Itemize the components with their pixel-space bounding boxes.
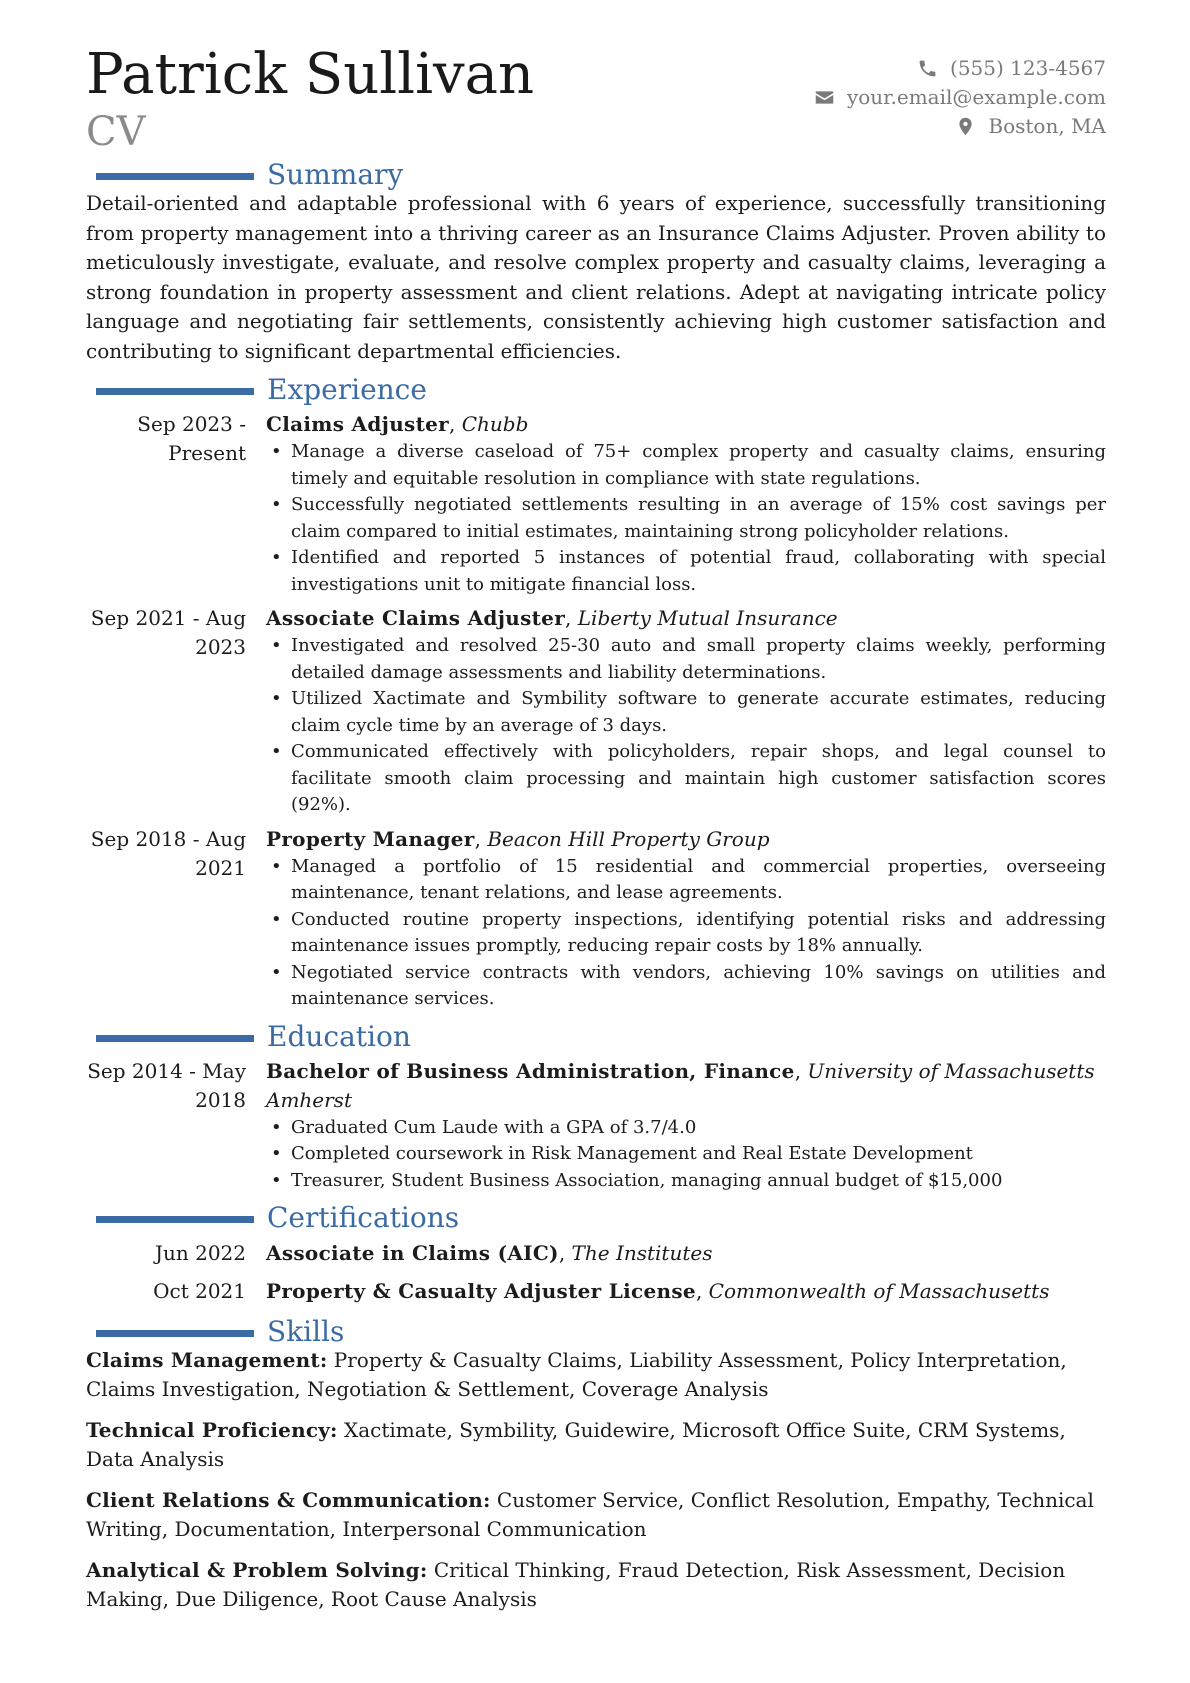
section-title: Education [267, 1019, 411, 1053]
institution: University of Massachusetts Amherst [266, 1058, 1095, 1112]
section-bar [96, 173, 254, 180]
section-title: Summary [267, 158, 404, 191]
section-bar [96, 1330, 254, 1337]
entry-date: Sep 2021 - Aug 2023 [90, 606, 246, 659]
organization: Liberty Mutual Insurance [577, 606, 838, 630]
entry-title: Associate in Claims (AIC), The Institutes [266, 1241, 713, 1265]
bullet-list [266, 1115, 1106, 1195]
experience-entry [86, 825, 1106, 1013]
skill-category: Analytical & Problem Solving: [86, 1558, 428, 1582]
bullet-item: • Graduated Cum Laude with a GPA of 3.7/4.0 [266, 1115, 1106, 1142]
section-title: Certifications [267, 1201, 460, 1234]
certification-name: Property & Casualty Adjuster License [266, 1279, 696, 1303]
contact-location [814, 112, 1106, 141]
certifications-heading [86, 1202, 1106, 1232]
job-role: Claims Adjuster [266, 412, 449, 436]
section-bar [96, 388, 254, 395]
experience-heading [86, 374, 1106, 404]
contact-email [814, 83, 1106, 112]
bullet-item: • Conducted routine property inspections, identifying potential risks and addressing maintenance issues promptly, reducing repair costs by 18% annually. [266, 907, 1106, 960]
skill-group [86, 1416, 1106, 1474]
certification-entry [86, 1236, 1106, 1270]
skill-items: Property & Casualty Claims, Liability Assessment, Policy Interpretation, Claims Investigation, Negotiation & Settlement, Coverage Analysis [86, 1348, 1067, 1401]
skill-items: Critical Thinking, Fraud Detection, Risk Assessment, Decision Making, Due Diligence, Root Cause Analysis [86, 1558, 1066, 1611]
bullet-item: • Completed coursework in Risk Management and Real Estate Development [266, 1141, 1106, 1168]
issuer: Commonwealth of Massachusetts [708, 1279, 1050, 1303]
experience-entry [86, 410, 1106, 598]
education-entry [86, 1057, 1106, 1195]
skill-group [86, 1486, 1106, 1544]
bullet-item: • Identified and reported 5 instances of potential fraud, collaborating with special investigations unit to mitigate financial loss. [266, 545, 1106, 598]
job-role: Associate Claims Adjuster [266, 606, 566, 630]
contact-info [814, 54, 1106, 141]
phone-text: (555) 123-4567 [950, 56, 1106, 80]
summary-text: Detail-oriented and adaptable professional with 6 years of experience, successfully transitioning from property management into a thriving career as an Insurance Claims Adjuster. Proven ability to meticulously investigate, evaluate, and resolve complex property and casualty claims, leveraging a strong foundation in property assessment and client relations. Adept at navigating intricate policy language and negotiating fair settlements, consistently achieving high customer satisfaction and contributing to significant departmental efficiencies. [86, 191, 1106, 363]
certification-entry [86, 1274, 1106, 1308]
bullet-item: • Investigated and resolved 25-30 auto and small property claims weekly, performing detailed damage assessments and liability determinations. [266, 633, 1106, 686]
envelope-icon [814, 87, 835, 108]
organization: Beacon Hill Property Group [487, 826, 770, 851]
section-bar [96, 1216, 254, 1223]
entry-date: Sep 2014 - May 2018 [87, 1058, 246, 1112]
issuer: The Institutes [571, 1241, 713, 1265]
bullet-item: • Negotiated service contracts with vendors, achieving 10% savings on utilities and maintenance services. [266, 960, 1106, 1013]
skill-group [86, 1346, 1106, 1404]
degree-name: Bachelor of Business Administration, Finance [266, 1058, 795, 1083]
bullet-item: • Manage a diverse caseload of 75+ complex property and casualty claims, ensuring timely and equitable resolution in compliance with state regulations. [266, 439, 1106, 492]
section-title: Skills [267, 1315, 345, 1348]
skill-items: Xactimate, Symbility, Guidewire, Microsoft Office Suite, CRM Systems, Data Analysis [86, 1418, 1066, 1471]
education-heading [86, 1021, 1106, 1051]
summary-heading [86, 159, 1106, 189]
skill-group [86, 1556, 1106, 1614]
phone-icon [917, 58, 938, 79]
section-bar [96, 1035, 254, 1042]
bullet-item: • Successfully negotiated settlements resulting in an average of 15% cost savings per claim compared to initial estimates, maintaining strong policyholder relations. [266, 492, 1106, 545]
bullet-item: • Communicated effectively with policyholders, repair shops, and legal counsel to facilitate smooth claim processing and maintain high customer satisfaction scores (92%). [266, 739, 1106, 819]
bullet-list [266, 633, 1106, 819]
organization: Chubb [461, 412, 529, 436]
experience-entry [86, 604, 1106, 819]
entry-date: Sep 2023 - Present [137, 412, 246, 465]
section-title: Experience [267, 373, 427, 406]
cv-header [86, 0, 1106, 155]
document-subtitle: CV [86, 109, 146, 155]
entry-date: Jun 2022 [154, 1241, 246, 1265]
skill-category: Client Relations & Communication: [86, 1488, 491, 1512]
skill-category: Technical Proficiency: [86, 1418, 338, 1442]
person-name: Patrick Sullivan [86, 42, 535, 107]
skills-heading [86, 1316, 1106, 1346]
entry-title: Property Manager, Beacon Hill Property Group [266, 826, 770, 851]
entry-title: Claims Adjuster, Chubb [266, 412, 529, 436]
bullet-item: • Utilized Xactimate and Symbility software to generate accurate estimates, reducing claim cycle time by an average of 3 days. [266, 686, 1106, 739]
job-role: Property Manager [266, 826, 475, 851]
entry-date: Oct 2021 [153, 1279, 246, 1303]
bullet-item: • Managed a portfolio of 15 residential and commercial properties, overseeing maintenance, tenant relations, and lease agreements. [266, 854, 1106, 907]
map-pin-icon [955, 116, 976, 137]
bullet-list [266, 439, 1106, 598]
skill-items: Customer Service, Conflict Resolution, Empathy, Technical Writing, Documentation, Interpersonal Communication [86, 1488, 1094, 1541]
entry-title: Associate Claims Adjuster, Liberty Mutual Insurance [266, 606, 838, 630]
location-text: Boston, MA [988, 114, 1106, 138]
entry-title: Bachelor of Business Administration, Finance, University of Massachusetts Amherst [266, 1058, 1095, 1112]
skill-category: Claims Management: [86, 1348, 328, 1372]
entry-date: Sep 2018 - Aug 2021 [90, 826, 246, 880]
bullet-list [266, 854, 1106, 1013]
contact-phone [814, 54, 1106, 83]
bullet-item: • Treasurer, Student Business Association, managing annual budget of $15,000 [266, 1168, 1106, 1195]
certification-name: Associate in Claims (AIC) [266, 1241, 559, 1265]
entry-title: Property & Casualty Adjuster License, Commonwealth of Massachusetts [266, 1279, 1050, 1303]
email-text: your.email@example.com [846, 85, 1106, 109]
